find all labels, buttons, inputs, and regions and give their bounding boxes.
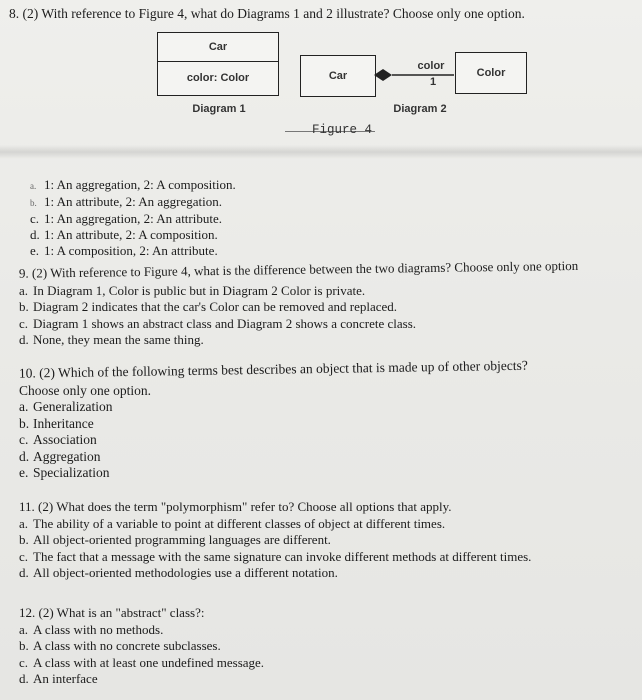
question-11-stem: 11. (2) What does the term "polymorphism" refer to? Choose all options that apply. [19,499,452,514]
option: e. 1: A composition, 2: An attribute. [30,243,218,258]
diagram-1-label: Diagram 1 [192,103,246,115]
option: d. All object-oriented methodologies use a different notation. [19,565,338,580]
question-10-stem: 10. (2) Which of the following terms best describes an object that is made up of other objects? [18,357,528,381]
option: a. Generalization [19,399,113,414]
question-9-stem: 9. (2) With reference to Figure 4, what is the difference between the two diagrams? Choose only one option [18,257,579,281]
question-12 [0,605,642,688]
option: a. The ability of a variable to point at different classes of object at different times. [19,515,446,531]
option: d. Aggregation [19,448,101,464]
figure-caption: Figure 4 [312,123,373,137]
option: b. A class with no concrete subclasses. [19,638,221,653]
option: a. In Diagram 1, Color is public but in Diagram 2 Color is private. [19,282,366,298]
diagram-2-multiplicity: 1 [429,76,437,88]
option: c. Diagram 1 shows an abstract class and Diagram 2 shows a concrete class. [19,315,417,331]
option: c. The fact that a message with the same signature can invoke different methods at different times. [19,548,532,564]
question-12-stem: 12. (2) What is an "abstract" class?: [19,605,205,620]
question-9 [0,257,642,349]
question-8-options [0,177,642,259]
diagram-1-class-box [157,32,279,96]
diagram-1-class-name: Car [158,33,278,62]
figure-4 [0,0,642,150]
option: b. Inheritance [19,415,94,431]
diagram-2-label: Diagram 2 [393,103,447,115]
option: a. A class with no methods. [19,621,164,637]
question-8-stem: 8. (2) With reference to Figure 4, what do Diagrams 1 and 2 illustrate? Choose only one option. [9,6,525,21]
question-10 [0,357,642,482]
question-11 [0,499,642,582]
option: c. Association [19,432,97,447]
diagram-2-color-box: Color [455,52,527,94]
option: d. 1: An attribute, 2: A composition. [30,227,218,242]
composition-diamond-icon [374,69,392,81]
diagram-2-car-box: Car [300,55,376,97]
option: a. 1: An aggregation, 2: A composition. [30,177,236,192]
diagram-1-attribute: color: Color [186,72,250,84]
option: d. An interface [19,671,98,686]
option: c. 1: An aggregation, 2: An attribute. [30,211,222,226]
option: c. A class with at least one undefined message. [19,654,265,670]
question-10-instruction: Choose only one option. [19,382,151,398]
option: b. Diagram 2 indicates that the car's Color can be removed and replaced. [19,299,398,314]
option: b. 1: An attribute, 2: An aggregation. [30,194,222,209]
option: e. Specialization [19,465,110,480]
option: d. None, they mean the same thing. [19,332,204,347]
option: b. All object-oriented programming languages are different. [19,532,331,547]
diagram-2-role-name: color [417,60,445,72]
